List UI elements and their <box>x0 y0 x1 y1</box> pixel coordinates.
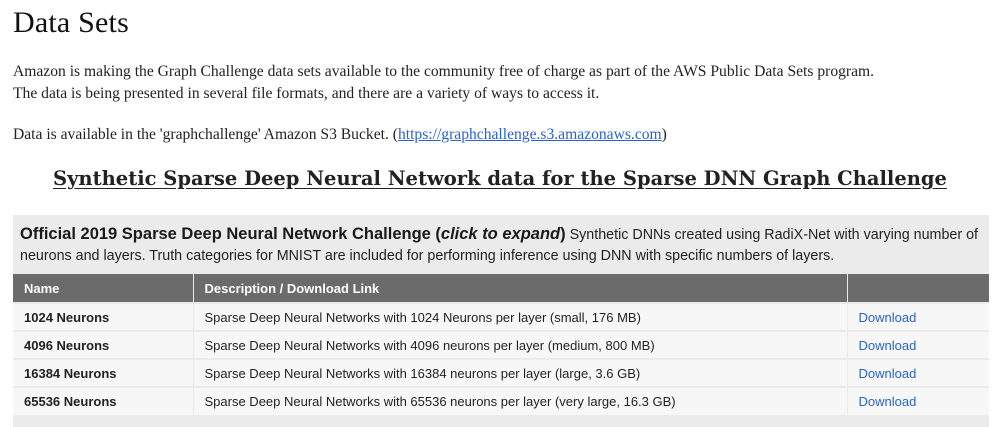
dataset-name: 1024 Neurons <box>13 303 193 331</box>
dataset-name: 4096 Neurons <box>13 331 193 359</box>
table-row <box>13 359 989 387</box>
bucket-close: ) <box>661 126 667 143</box>
download-link[interactable]: Download <box>858 309 917 325</box>
column-header-name: Name <box>13 274 193 303</box>
column-header-download <box>847 274 989 303</box>
table-row <box>13 303 989 331</box>
dataset-description: Sparse Deep Neural Networks with 16384 neurons per layer (large, 3.6 GB) <box>193 359 847 387</box>
dataset-name: 16384 Neurons <box>13 359 193 387</box>
challenge-description: Synthetic DNNs created using RadiX-Net with varying number of neurons and layers. Truth categories for MNIST are included for performing inference using DNN with specific numbers of layers. <box>20 227 979 264</box>
download-link[interactable]: Download <box>858 394 917 409</box>
bucket-link[interactable]: https://graphchallenge.s3.amazonaws.com <box>397 126 662 143</box>
section-heading[interactable]: Synthetic Sparse Deep Neural Network data for the Sparse DNN Graph Challenge <box>53 167 947 190</box>
dataset-description: Sparse Deep Neural Networks with 4096 neurons per layer (medium, 800 MB) <box>193 331 847 359</box>
challenge-summary[interactable] <box>20 224 982 267</box>
table-row <box>13 331 989 359</box>
download-link[interactable]: Download <box>858 337 917 353</box>
challenge-expand-hint: click to expand <box>440 225 561 243</box>
challenge-title[interactable] <box>20 225 566 243</box>
dataset-description: Sparse Deep Neural Networks with 65536 neurons per layer (very large, 16.3 GB) <box>193 387 847 415</box>
dataset-name: 65536 Neurons <box>13 387 193 415</box>
bucket-text: Data is available in the 'graphchallenge' Amazon S3 Bucket. ( <box>13 126 398 143</box>
page-title: Data Sets <box>13 6 129 39</box>
dataset-description: Sparse Deep Neural Networks with 1024 Neurons per layer (small, 176 MB) <box>193 303 847 331</box>
column-header-description: Description / Download Link <box>193 274 847 303</box>
datasets-table <box>13 274 989 415</box>
download-link[interactable]: Download <box>858 365 917 381</box>
intro-text <box>13 61 988 105</box>
table-row <box>13 387 989 415</box>
challenge-title-pre: Official 2019 Sparse Deep Neural Network Challenge ( <box>20 225 441 243</box>
table-header-row <box>13 274 989 303</box>
challenge-title-post: ) <box>560 225 566 243</box>
intro-line-2: The data is being presented in several file formats, and there are a variety of ways to access it. <box>13 85 600 102</box>
intro-line-1: Amazon is making the Graph Challenge data sets available to the community free of charge as part of the AWS Public Data Sets program. <box>13 63 875 80</box>
challenge-panel <box>13 215 989 427</box>
bucket-info <box>13 124 667 146</box>
